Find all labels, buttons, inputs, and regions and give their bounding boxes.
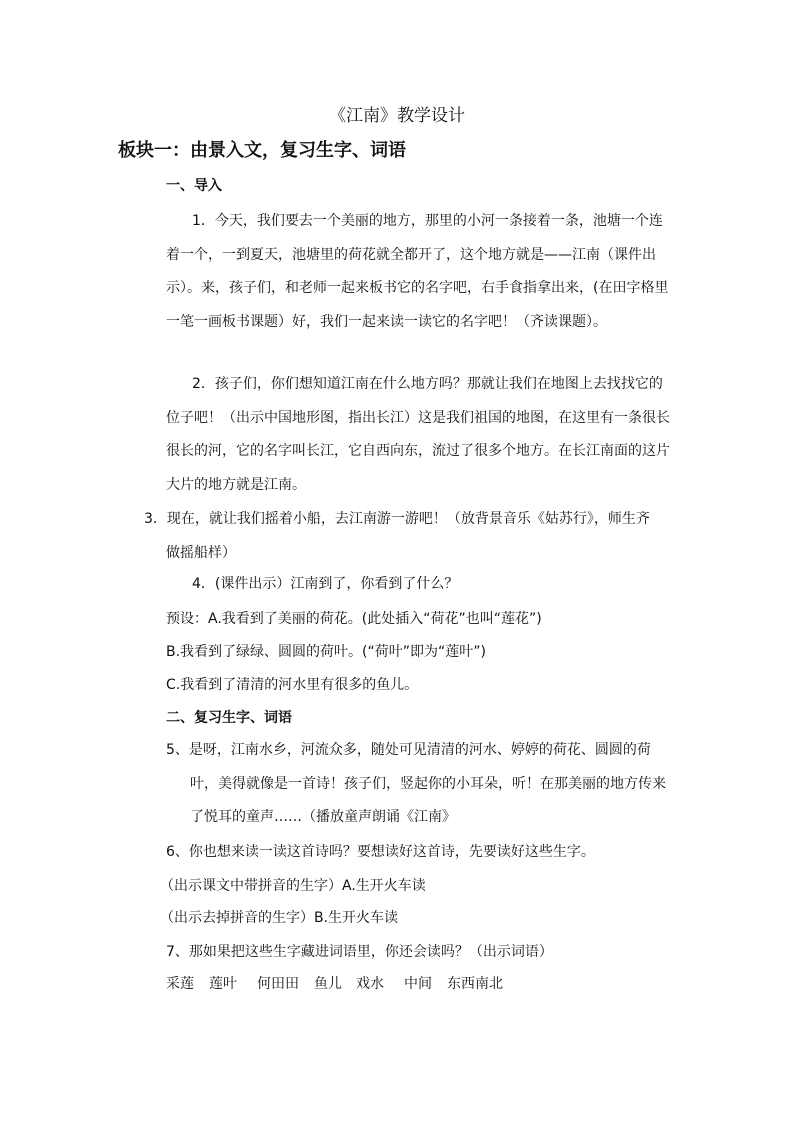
vocab-word: 何田田 [257,976,299,992]
paragraph-1: 1．今天，我们要去一个美丽的地方，那里的小河一条接着一条，池塘一个连着一个，一到夏天，池塘里的荷花就全都开了，这个地方就是——江南（课件出示）。来，孩子们，和老师一起来板书它的名字吧，右手食指拿出来，(在田字格里一笔一画板书课题）好，我们一起来读一读它的名字吧！（齐读课题）。 [166,213,669,330]
vocab-word: 鱼儿 [314,976,342,992]
document-title: 《江南》教学设计 [329,106,465,126]
section-heading: 板块一：由景入文，复习生字、词语 [118,140,406,161]
paragraph-6b: （出示去掉拼音的生字）B.生开火车读 [160,910,399,926]
preset-b: B.我看到了绿绿、圆圆的荷叶。(“荷叶”即为“莲叶”) [166,644,486,660]
paragraph-6a: （出示课文中带拼音的生字）A.生开火车读 [160,878,426,894]
preset-a: 预设：A.我看到了美丽的荷花。(此处插入“荷花”也叫“莲花”) [166,611,542,627]
paragraph-7: 7、那如果把这些生字藏进词语里，你还会读吗？（出示词语） [166,944,553,960]
paragraph-5: 5、是呀，江南水乡，河流众多，随处可见清清的河水、婷婷的荷花、圆圆的荷叶，美得就像是一首诗！孩子们，竖起你的小耳朵，听！在那美丽的地方传来了悦耳的童声……（播放童声朗诵《江南》 [166,742,666,826]
paragraph-3: 3．现在，就让我们摇着小船，去江南游一游吧！（放背景音乐《姑苏行》，师生齐做摇船样） [144,511,650,561]
paragraph-6: 6、你也想来读一读这首诗吗？要想读好这首诗，先要读好这些生字。 [166,844,595,860]
part-heading-review: 二、复习生字、词语 [166,710,292,726]
paragraph-4: 4．(课件出示）江南到了，你看到了什么？ [192,576,459,592]
part-heading-intro: 一、导入 [166,178,222,194]
paragraph-2: 2．孩子们，你们想知道江南在什么地方吗？那就让我们在地图上去找找它的位子吧！（出示中国地形图，指出长江）这是我们祖国的地图，在这里有一条很长很长的河，它的名字叫长江，它自西向东，流过了很多个地方。在长江南面的这片大片的地方就是江南。 [166,376,670,493]
preset-c: C.我看到了清清的河水里有很多的鱼儿。 [166,677,419,693]
vocab-word: 戏水 [356,976,384,992]
vocab-word: 莲叶 [209,976,237,992]
vocab-word: 中间 [404,976,432,992]
vocab-word: 东西南北 [447,976,503,992]
vocab-word: 采莲 [166,976,194,992]
